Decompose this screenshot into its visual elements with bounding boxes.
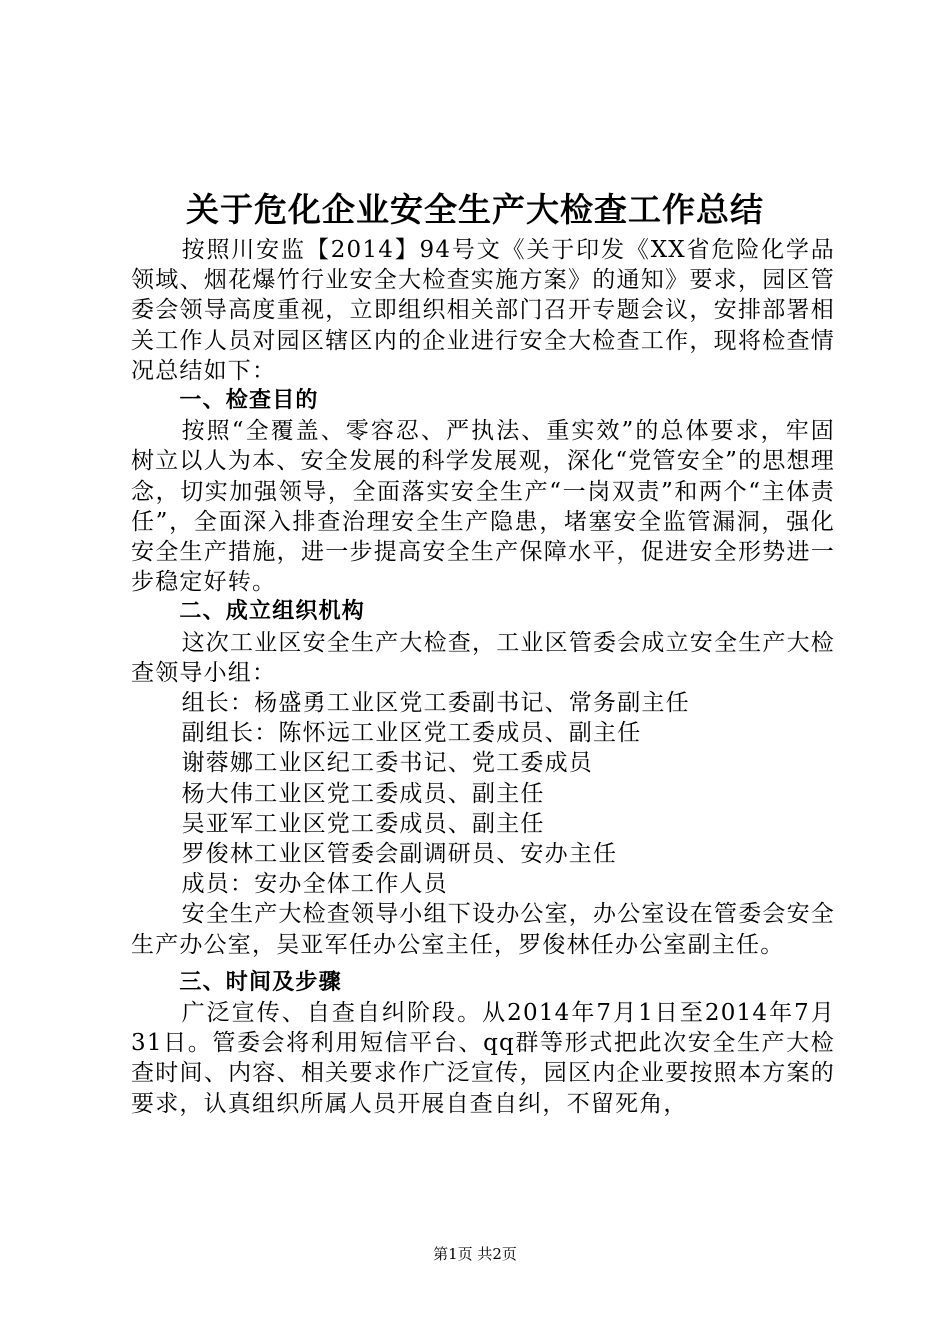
member-line: 谢蓉娜工业区纪工委书记、党工委成员 xyxy=(181,750,593,777)
section-2-office-paragraph: 安全生产大检查领导小组下设办公室，办公室设在管委会安全生产办公室，吴亚军任办公室主任，罗俊林任办公室副主任。 xyxy=(131,901,835,958)
page-footer: 第1页 共2页 xyxy=(433,1245,517,1263)
section-3-heading: 三、时间及步骤 xyxy=(179,969,342,995)
member-line: 杨大伟工业区党工委成员、副主任 xyxy=(181,780,545,807)
member-line: 组长：杨盛勇工业区党工委副书记、常务副主任 xyxy=(181,690,690,717)
document-body xyxy=(131,235,835,1119)
section-2-heading: 二、成立组织机构 xyxy=(179,599,365,625)
intro-paragraph: 按照川安监【2014】94号文《关于印发《XX省危险化学品领域、烟花爆竹行业安全大检查实施方案》的通知》要求，园区管委会领导高度重视，立即组织相关部门召开专题会议，安排部署相关工作人员对园区辖区内的企业进行安全大检查工作，现将检查情况总结如下： xyxy=(131,237,835,384)
document-title: 关于危化企业安全生产大检查工作总结 xyxy=(186,190,764,229)
section-1-paragraph: 按照“全覆盖、零容忍、严执法、重实效”的总体要求，牢固树立以人为本、安全发展的科学发展观，深化“党管安全”的思想理念，切实加强领导，全面落实安全生产“一岗双责”和两个“主体责任”，全面深入排查治理安全生产隐患，堵塞安全监管漏洞，强化安全生产措施，进一步提高安全生产保障水平，促进安全形势进一步稳定好转。 xyxy=(131,418,835,596)
member-line: 罗俊林工业区管委会副调研员、安办主任 xyxy=(181,841,618,868)
section-2-paragraph: 这次工业区安全生产大检查，工业区管委会成立安全生产大检查领导小组： xyxy=(131,629,835,686)
member-line: 副组长：陈怀远工业区党工委成员、副主任 xyxy=(181,720,642,747)
member-line: 成员：安办全体工作人员 xyxy=(181,871,448,898)
section-3-paragraph: 广泛宣传、自查自纠阶段。从2014年7月1日至2014年7月31日。管委会将利用短信平台、qq群等形式把此次安全生产大检查时间、内容、相关要求作广泛宣传，园区内企业要按照本方案的要求，认真组织所属人员开展自查自纠，不留死角， xyxy=(131,1000,835,1117)
member-line: 吴亚军工业区党工委成员、副主任 xyxy=(181,810,545,837)
section-1-heading: 一、检查目的 xyxy=(179,388,319,414)
